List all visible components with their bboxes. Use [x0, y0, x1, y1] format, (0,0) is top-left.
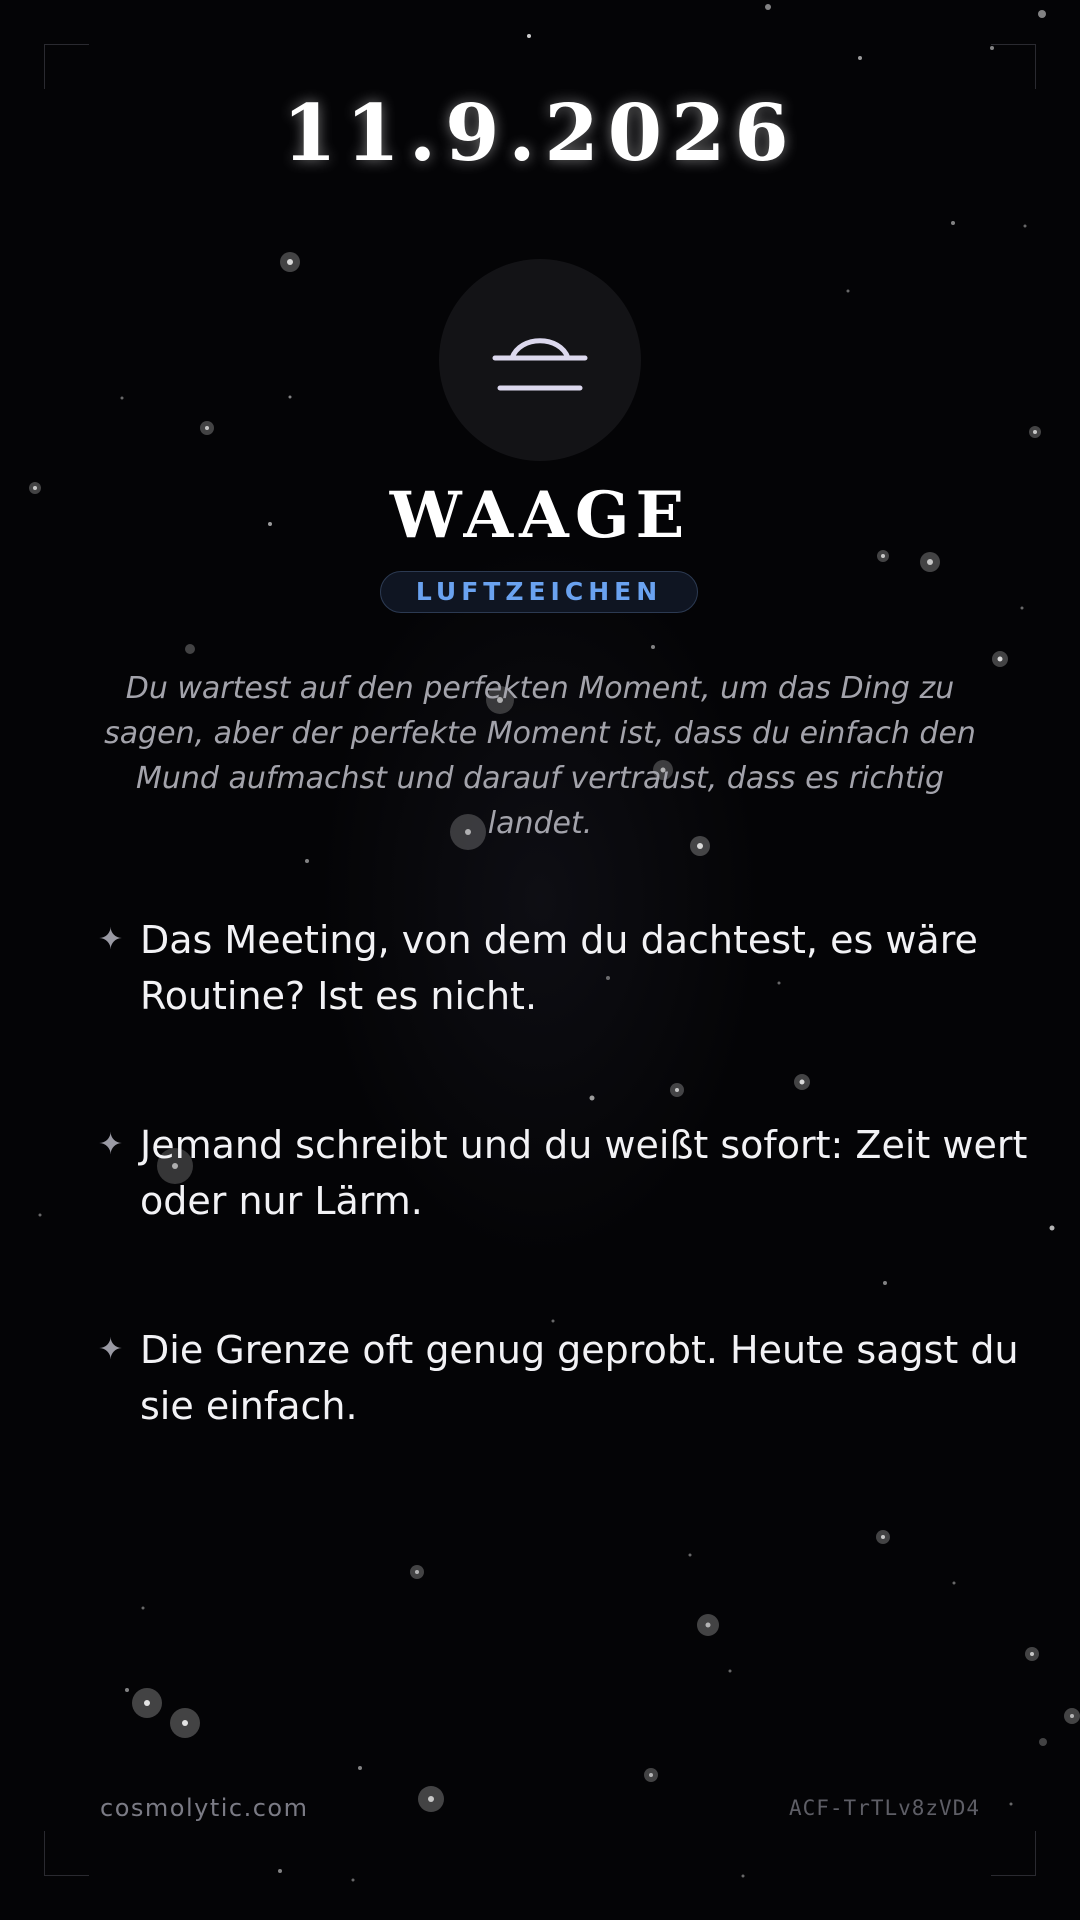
footer-code: ACF-TrTLv8zVD4: [788, 1796, 980, 1820]
prediction-list: [98, 912, 1028, 1527]
list-item: [98, 1117, 1028, 1229]
frame-corner-bottom-right: [991, 1831, 1036, 1876]
zodiac-icon-circle: [439, 259, 641, 461]
frame-corner-top-left: [44, 44, 89, 89]
element-badge: LUFTZEICHEN: [380, 571, 698, 613]
sparkle-icon: ✦: [98, 1127, 124, 1162]
list-item: [98, 912, 1028, 1024]
frame-corner-top-right: [991, 44, 1036, 89]
frame-corner-bottom-left: [44, 1831, 89, 1876]
date-heading: 11.9.2026: [282, 88, 798, 179]
zodiac-sign-name: WAAGE: [389, 478, 691, 553]
libra-icon: [490, 310, 590, 410]
list-item-text: Das Meeting, von dem du dachtest, es wäre Routine? Ist es nicht.: [140, 918, 978, 1018]
list-item-text: Jemand schreibt und du weißt sofort: Zeit wert oder nur Lärm.: [140, 1123, 1028, 1223]
list-item-text: Die Grenze oft genug geprobt. Heute sagst du sie einfach.: [140, 1328, 1019, 1428]
footer-site-link[interactable]: cosmolytic.com: [100, 1794, 309, 1822]
sparkle-icon: ✦: [98, 1332, 124, 1367]
horoscope-quote: Du wartest auf den perfekten Moment, um das Ding zu sagen, aber der perfekte Moment ist, dass du einfach den Mund aufmachst und darauf vertraust, dass es richtig landet.: [104, 671, 976, 841]
sparkle-icon: ✦: [98, 922, 124, 957]
list-item: [98, 1322, 1028, 1434]
